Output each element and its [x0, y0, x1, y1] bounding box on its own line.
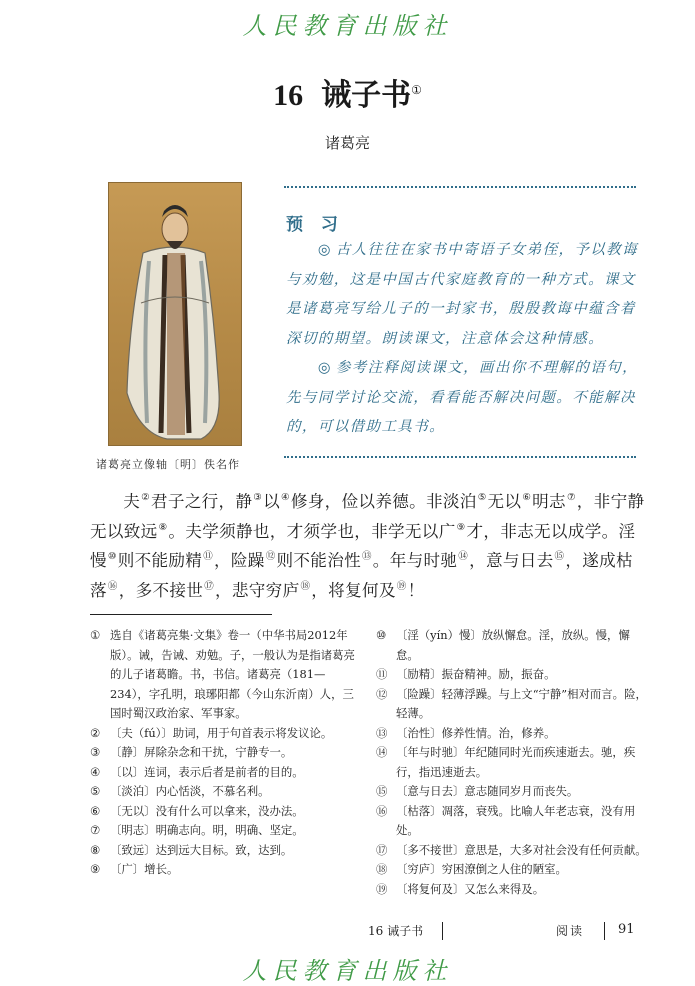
footnote-mark: ③ [90, 745, 101, 759]
divider-bottom [284, 456, 636, 458]
text-segment: 则不能治性 [276, 551, 361, 570]
portrait-figure [109, 183, 241, 445]
text-segment: ，悲守穷庐 [215, 580, 300, 600]
footnote-text: 〔明志〕明确志向。明，明确、坚定。 [110, 823, 304, 837]
footnote [376, 841, 648, 861]
footnote-mark: ④ [90, 764, 101, 779]
footnote [376, 860, 648, 880]
text-segment: ，非宁静无以致远 [90, 492, 645, 541]
footer-divider [604, 922, 605, 940]
page-title [0, 70, 695, 114]
note-mark: ⑭ [458, 551, 469, 562]
portrait-image [108, 182, 242, 446]
footnote-text: 〔年与时驰〕年纪随同时光而疾速逝去。驰，疾行，指迅速逝去。 [396, 745, 636, 779]
text-segment: ，将复何及 [311, 580, 396, 600]
text-segment: 君子之行，静 [150, 492, 253, 511]
footer-section: 阅读 [556, 924, 585, 938]
note-mark: ⑦ [566, 492, 576, 503]
preview-paragraph-1 [286, 236, 638, 354]
note-mark: ⑩ [107, 551, 117, 562]
divider-top [284, 186, 636, 188]
footnote-text: 〔淡泊〕内心恬淡，不慕名利。 [110, 784, 270, 798]
publisher-header: 人民教育出版社 [242, 12, 453, 40]
lesson-number: 16 [273, 79, 304, 112]
footnote [376, 880, 648, 900]
footnote-text: 〔险躁〕轻薄浮躁。与上文“宁静”相对而言。险，轻薄。 [396, 686, 647, 720]
footnote [376, 665, 648, 685]
footnote-text: 〔穷庐〕穷困潦倒之人住的陋室。 [396, 862, 567, 876]
footnote-text: 〔致远〕达到远大目标。致，达到。 [110, 842, 293, 857]
text-segment: ，遂成枯落 [90, 551, 633, 600]
footnote-text: 〔无以〕没有什么可以拿来，没办法。 [110, 803, 304, 818]
publisher-footer: 人民教育出版社 [242, 957, 453, 985]
footnote-text: 〔静〕屏除杂念和干扰，宁静专一。 [110, 745, 293, 759]
footnote [90, 743, 362, 763]
text-segment: ，多不接世 [118, 580, 204, 600]
note-mark: ⑬ [361, 551, 372, 562]
footnote-mark: ⑦ [90, 823, 101, 837]
footnote [376, 782, 648, 802]
footnote-mark: ⑤ [90, 784, 101, 798]
footnote-text: 〔淫（yín）慢〕放纵懈怠。淫，放纵。慢，懈怠。 [396, 628, 630, 662]
footnote-mark: ⑩ [376, 628, 387, 642]
footnote-text: 〔将复何及〕又怎么来得及。 [396, 881, 545, 896]
footnote-mark: ⑮ [376, 784, 388, 798]
preview-text-2: 参考注释阅读课文，画出你不理解的语句，先与同学讨论交流，看看能否解决问题。不能解决的，可以借助工具书。 [286, 360, 638, 435]
footnote [90, 724, 362, 744]
text-segment: 才，非志无以成学。淫慢 [90, 521, 636, 570]
text-segment: ，险躁 [214, 551, 265, 570]
footnote-text: 〔励精〕振奋精神。励，振奋。 [396, 667, 556, 681]
text-segment: 。年与时驰 [372, 551, 458, 570]
text-segment: 。夫学须静也，才须学也，非学无以广 [168, 521, 456, 541]
footnote-mark: ② [90, 725, 101, 740]
bullet-icon: ◎ [317, 360, 332, 376]
text-segment: 夫 [123, 492, 141, 511]
preview-heading: 预 习 [286, 215, 344, 235]
footnote [90, 821, 362, 841]
note-mark: ⑨ [456, 521, 466, 533]
preview-text-1: 古人往往在家书中寄语子女弟侄，予以教诲与劝勉，这是中国古代家庭教育的一种方式。课文是诸葛亮写给儿子的一封家书，殷殷教诲中蕴含着深切的期望。朗读课文，注意体会这种情感。 [286, 242, 638, 347]
text-segment: 无以 [487, 492, 522, 511]
note-mark: ⑧ [158, 521, 168, 533]
footnote-mark: ⑫ [376, 686, 388, 701]
footnote-mark: ① [90, 628, 101, 642]
footnote-mark: ⑧ [90, 842, 101, 857]
footnote-mark: ⑱ [376, 862, 388, 876]
author: 诸葛亮 [324, 134, 370, 152]
footnote-mark: ⑭ [376, 745, 388, 759]
footnote [376, 685, 648, 724]
text-segment: 以 [263, 492, 281, 511]
footnote-mark: ⑬ [376, 725, 388, 740]
notes-left-column [90, 626, 362, 880]
note-mark: ⑮ [554, 551, 565, 562]
page-number: 91 [618, 922, 635, 937]
footnote [90, 763, 362, 783]
footnote [376, 743, 648, 782]
text-segment: ，意与日去 [469, 551, 554, 570]
text-segment: 修身，俭以养德。非淡泊 [290, 492, 477, 511]
footnote [90, 626, 362, 724]
note-mark: ④ [281, 492, 290, 503]
note-mark: ⑫ [265, 551, 276, 562]
note-mark: ⑰ [204, 580, 214, 592]
footer-chapter: 16 诫子书 [368, 924, 424, 938]
footnote [90, 841, 362, 861]
footnote-mark: ⑯ [376, 803, 388, 818]
footnote-text: 〔枯落〕凋落，衰残。比喻人年老志衰，没有用处。 [396, 803, 636, 837]
footnote [90, 860, 362, 880]
note-mark: ⑤ [477, 492, 487, 503]
footnote-text: 〔以〕连词，表示后者是前者的目的。 [110, 764, 304, 779]
footer-divider [442, 922, 443, 940]
notes-right-column [376, 626, 648, 899]
text-segment: ！ [407, 580, 425, 600]
text-segment: 明志 [532, 492, 566, 511]
footnote [376, 626, 648, 665]
note-mark: ③ [253, 492, 263, 503]
portrait-caption: 诸葛亮立像轴〔明〕佚名作 [96, 458, 240, 471]
footnote [376, 802, 648, 841]
bullet-icon: ◎ [317, 242, 332, 258]
note-mark: ⑱ [300, 580, 311, 592]
main-text [90, 487, 646, 605]
note-mark: ⑪ [203, 551, 214, 562]
note-mark: ⑥ [522, 492, 532, 503]
note-mark: ② [141, 492, 150, 503]
footnote-text: 〔广〕增长。 [110, 862, 179, 876]
title-note-mark: ① [411, 83, 422, 97]
footnote [90, 782, 362, 802]
footnote-mark: ⑪ [376, 667, 388, 681]
lesson-title: 诫子书 [321, 78, 412, 113]
footnote-mark: ⑰ [376, 842, 388, 857]
main-paragraph [90, 487, 646, 605]
text-segment: 则不能励精 [117, 551, 203, 570]
footnote [376, 724, 648, 744]
footnote-text: 〔多不接世〕意思是，大多对社会没有任何贡献。 [396, 842, 647, 857]
footnote-mark: ⑥ [90, 803, 101, 818]
note-mark: ⑯ [107, 580, 118, 592]
footnote-mark: ⑲ [376, 881, 388, 896]
footnote [90, 802, 362, 822]
footnote-text: 〔治性〕修养性情。治，修养。 [396, 725, 556, 740]
footnote-text: 〔夫（fú）〕助词，用于句首表示将发议论。 [110, 725, 333, 740]
preview-paragraph-2 [286, 354, 638, 443]
footnote-text: 选自《诸葛亮集·文集》卷一（中华书局2012年版）。诫，告诫、劝勉。子，一般认为是指诸葛亮的儿子诸葛瞻。书，书信。诸葛亮（181—234），字孔明，琅琊阳都（今山东沂南）人，三国时蜀汉政治家、军事家。 [110, 628, 355, 720]
footnote-text: 〔意与日去〕意志随同岁月而丧失。 [396, 784, 579, 798]
note-mark: ⑲ [396, 580, 407, 592]
footnote-mark: ⑨ [90, 862, 101, 876]
footnote-rule [90, 614, 272, 615]
